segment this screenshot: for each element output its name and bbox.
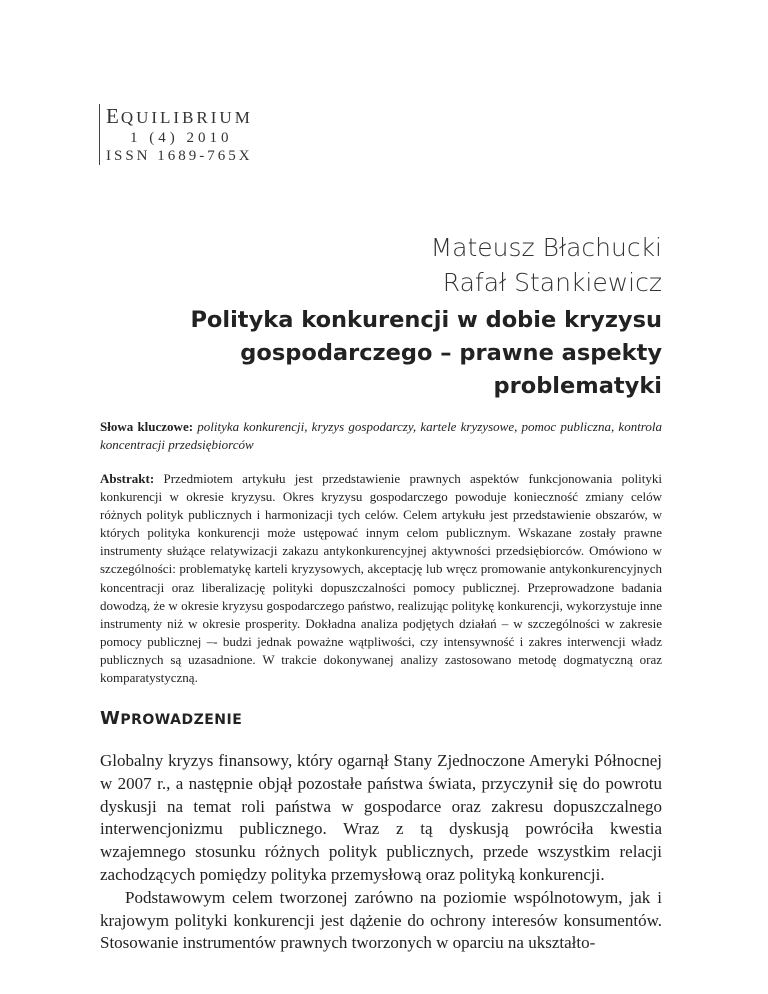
section-heading (100, 708, 242, 729)
section-heading-initial: W (100, 708, 121, 729)
keywords-text: polityka konkurencji, kryzys gospodarczy, kartele kryzysowe, pomoc publiczna, kontrola koncentracji przedsiębiorców (100, 419, 662, 452)
journal-name-initial: E (106, 104, 121, 128)
keywords-label: Słowa kluczowe: (100, 419, 194, 434)
authors (431, 230, 662, 300)
journal-name-rest: QUILIBRIUM (120, 108, 253, 127)
article-title (100, 304, 662, 403)
abstract-label: Abstrakt: (100, 471, 155, 486)
author-name: Mateusz Błachucki (430, 233, 662, 262)
author-name: Rafał Stankiewicz (442, 268, 662, 297)
paragraph: Podstawowym celem tworzonej zarówno na poziomie wspólnotowym, jak i krajowym polityki konkurencji jest dążenie do ochrony interesów konsumentów. Stosowanie instrumentów prawnych tworzonych w oparciu na ukształto- (100, 887, 662, 953)
section-heading-rest: PROWADZENIE (120, 712, 243, 728)
keywords (100, 418, 662, 454)
journal-name (106, 104, 253, 129)
article-title-line: gospodarczego – prawne aspekty problematyki (240, 340, 662, 399)
paragraph: Globalny kryzys finansowy, który ogarnął Stany Zjednoczone Ameryki Północnej w 2007 r., a następnie objął pozostałe państwa świata, przyczynił się do powrotu dyskusji na temat roli państwa w gospodarce oraz zakresu dopuszczalnego interwencjonizmu publicznego. Wraz z tą dyskusją powróciła kwestia wzajemnego stosunku różnych polityk publicznych, przede wszystkim relacji zachodzących pomiędzy polityka przemysłową oraz polityką konkurencji. (100, 751, 662, 884)
body-text (100, 750, 662, 955)
journal-issn: ISSN 1689-765X (106, 148, 253, 165)
journal-header (99, 104, 253, 165)
abstract-text: Przedmiotem artykułu jest przedstawienie prawnych aspektów funkcjonowania polityki konkurencji w okresie kryzysu. Okres kryzysu gospodarczego powoduje konieczność zmiany celów różnych polityk publicznych i harmonizacji tych celów. Celem artykułu jest przedstawienie obszarów, w których polityka konkurencji może ustępować innym celom publicznym. Wskazane zostały prawne instrumenty służące relatywizacji zakazu antykonkurencyjnej aktywności przedsiębiorców. Omówiono w szczególności: problematykę karteli kryzysowych, akceptację lub wręcz promowanie antykonkurencyjnych koncentracji oraz liberalizację polityki dopuszczalności pomocy publicznej. Przeprowadzone badania dowodzą, że w okresie kryzysu gospodarczego państwo, realizując politykę konkurencji, wykorzystuje inne instrumenty niż w okresie prosperity. Dokładna analiza podjętych działań – w szczególności w zakresie pomocy publicznej –- budzi jednak poważne wątpliwości, czy intensywność i zakres interwencji władz publicznych są uzasadnione. W trakcie dokonywanej analizy zastosowano metodę dogmatyczną oraz komparatystyczną. (100, 471, 662, 686)
abstract (100, 470, 662, 687)
journal-issue: 1 (4) 2010 (130, 130, 233, 147)
article-title-line: Polityka konkurencji w dobie kryzysu (190, 307, 662, 333)
